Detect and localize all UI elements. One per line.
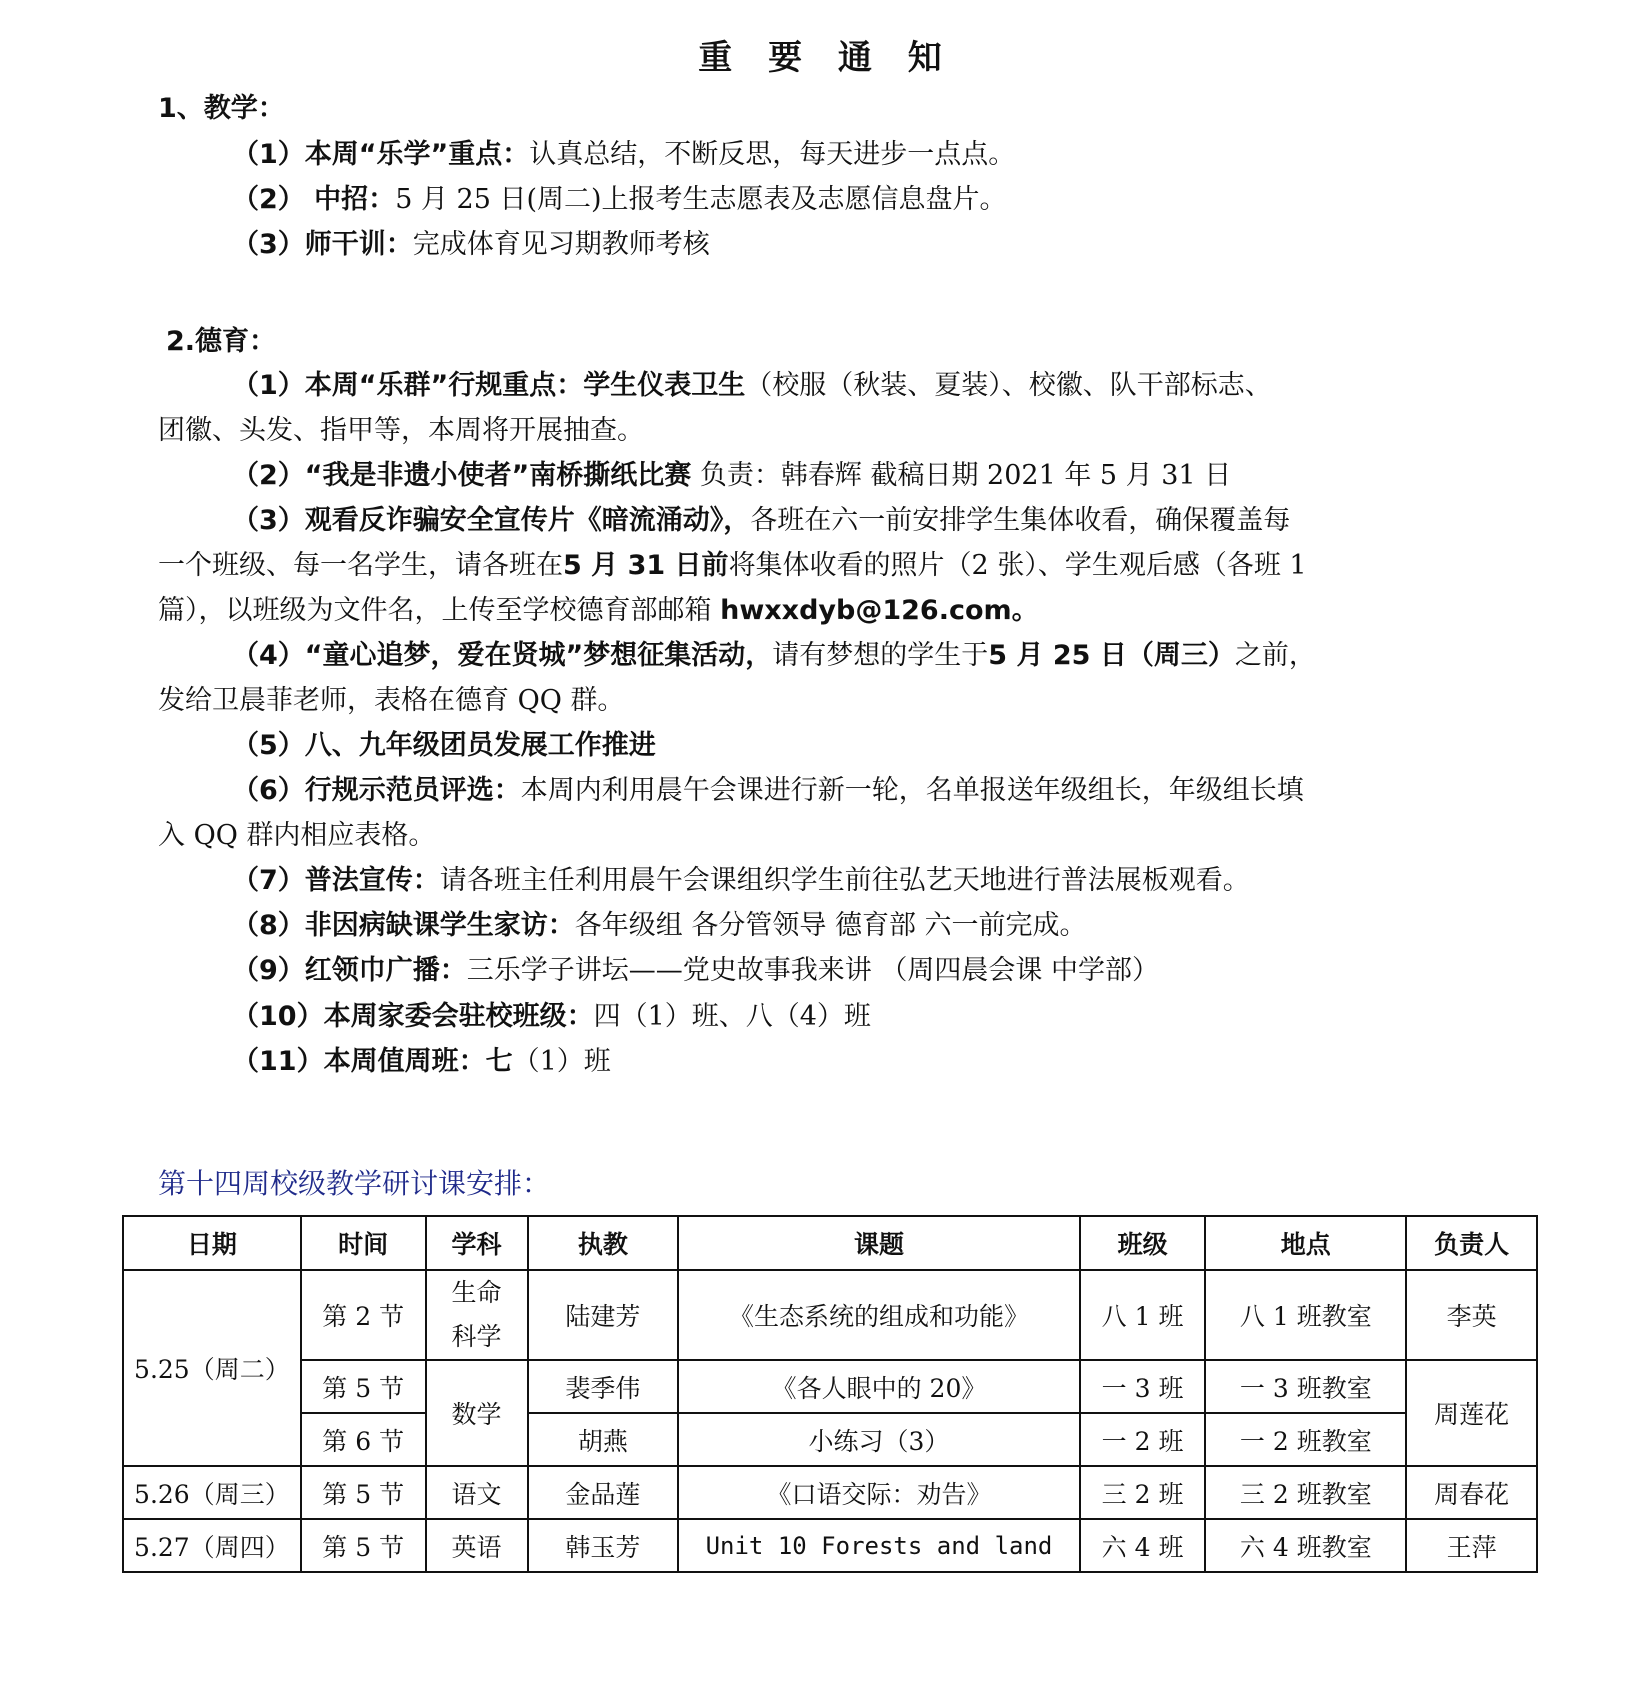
schedule-caption: 第十四周校级教学研讨课安排： xyxy=(158,1167,551,1200)
moral-item-1-cont: 团徽、头发、指甲等，本周将开展抽查。 xyxy=(158,415,644,446)
cell-teacher: 韩玉芳 xyxy=(528,1519,679,1572)
moral-item-9-text: 三乐学子讲坛——党史故事我来讲 （周四晨会课 中学部） xyxy=(466,955,1159,986)
cell-subject: 语文 xyxy=(426,1466,528,1519)
teaching-item-2 xyxy=(232,183,1007,217)
moral-item-11-text: （1）班 xyxy=(512,1046,611,1077)
table-row xyxy=(123,1466,1537,1519)
cell-topic: 小练习（3） xyxy=(678,1413,1079,1466)
cell-subject: 生命科学 xyxy=(426,1270,528,1360)
moral-item-5-label: （5）八、九年级团员发展工作推进 xyxy=(232,730,656,761)
cell-date: 5.26（周三） xyxy=(123,1466,301,1519)
cell-time: 第 2 节 xyxy=(301,1270,426,1360)
table-row xyxy=(123,1360,1537,1413)
cell-class: 一 2 班 xyxy=(1080,1413,1206,1466)
moral-item-2-label: （2）“我是非遗小使者”南桥撕纸比赛 xyxy=(232,460,692,491)
cell-lead: 周春花 xyxy=(1406,1466,1537,1519)
moral-item-11-label: （11）本周值周班：七 xyxy=(232,1046,513,1077)
moral-item-3 xyxy=(232,504,1290,538)
moral-item-10-label: （10）本周家委会驻校班级： xyxy=(232,1001,594,1032)
teaching-item-3 xyxy=(232,228,710,262)
cell-subject: 英语 xyxy=(426,1519,528,1572)
cell-time: 第 5 节 xyxy=(301,1519,426,1572)
moral-item-3-line2-b: 将集体收看的照片（2 张）、学生观后感（各班 1 xyxy=(728,550,1307,581)
moral-item-6 xyxy=(232,774,1304,808)
cell-class: 八 1 班 xyxy=(1080,1270,1206,1360)
teaching-item-1 xyxy=(232,138,1015,172)
cell-teacher: 陆建芳 xyxy=(528,1270,679,1360)
moral-item-7-label: （7）普法宣传： xyxy=(232,865,440,896)
table-header-row xyxy=(123,1216,1537,1270)
teaching-item-2-label: （2） 中招： xyxy=(232,184,396,215)
moral-item-10-text: 四（1）班、八（4）班 xyxy=(593,1001,871,1032)
moral-item-1-label: （1）本周“乐群”行规重点：学生仪表卫生 xyxy=(232,370,746,401)
header-place: 地点 xyxy=(1205,1216,1406,1270)
moral-item-4-date: 5 月 25 日（周三） xyxy=(988,640,1235,671)
teaching-item-1-text: 认真总结，不断反思，每天进步一点点。 xyxy=(529,139,1016,170)
teaching-item-1-label: （1）本周“乐学”重点： xyxy=(232,139,530,170)
header-time: 时间 xyxy=(301,1216,426,1270)
moral-item-2-text: 负责：韩春辉 截稿日期 2021 年 5 月 31 日 xyxy=(691,460,1232,491)
cell-time: 第 5 节 xyxy=(301,1360,426,1413)
moral-item-9 xyxy=(232,954,1159,988)
moral-item-6-cont: 入 QQ 群内相应表格。 xyxy=(158,820,436,851)
cell-lead: 王萍 xyxy=(1406,1519,1537,1572)
cell-place: 六 4 班教室 xyxy=(1205,1519,1406,1572)
moral-item-7 xyxy=(232,864,1250,898)
moral-item-3-line2-a: 一个班级、每一名学生，请各班在 xyxy=(158,550,563,581)
moral-item-1 xyxy=(232,369,1272,403)
moral-item-8-label: （8）非因病缺课学生家访： xyxy=(232,910,575,941)
cell-topic: Unit 10 Forests and land xyxy=(678,1519,1079,1572)
header-topic: 课题 xyxy=(678,1216,1079,1270)
table-row xyxy=(123,1270,1537,1360)
cell-subject: 数学 xyxy=(426,1360,528,1466)
cell-topic: 《各人眼中的 20》 xyxy=(678,1360,1079,1413)
moral-item-4-cont: 发给卫晨菲老师，表格在德育 QQ 群。 xyxy=(158,685,625,716)
cell-time: 第 5 节 xyxy=(301,1466,426,1519)
moral-item-1-text: （校服（秋装、夏装）、校徽、队干部标志、 xyxy=(745,370,1272,401)
cell-teacher: 金品莲 xyxy=(528,1466,679,1519)
moral-item-7-text: 请各班主任利用晨午会课组织学生前往弘艺天地进行普法展板观看。 xyxy=(439,865,1250,896)
cell-date: 5.25（周二） xyxy=(123,1270,301,1466)
header-lead: 负责人 xyxy=(1406,1216,1537,1270)
moral-item-6-label: （6）行规示范员评选： xyxy=(232,775,521,806)
moral-item-2 xyxy=(232,459,1231,493)
moral-item-3-text: 各班在六一前安排学生集体收看，确保覆盖每 xyxy=(750,505,1291,536)
header-subject: 学科 xyxy=(426,1216,528,1270)
table-row xyxy=(123,1413,1537,1466)
teaching-item-3-label: （3）师干训： xyxy=(232,229,413,260)
cell-class: 一 3 班 xyxy=(1080,1360,1206,1413)
moral-heading: 2.德育： xyxy=(166,326,277,357)
page-title: 重 要 通 知 xyxy=(698,38,954,78)
moral-item-3-deadline: 5 月 31 日前 xyxy=(563,550,729,581)
teaching-item-2-text: 5 月 25 日(周二)上报考生志愿表及志愿信息盘片。 xyxy=(395,184,1007,215)
moral-item-6-text: 本周内利用晨午会课进行新一轮，名单报送年级组长，年级组长填 xyxy=(520,775,1304,806)
moral-item-3-email: hwxxdyb@126.com。 xyxy=(720,595,1039,626)
cell-lead: 周莲花 xyxy=(1406,1360,1537,1466)
cell-place: 八 1 班教室 xyxy=(1205,1270,1406,1360)
cell-teacher: 裴季伟 xyxy=(528,1360,679,1413)
teaching-item-3-text: 完成体育见习期教师考核 xyxy=(412,229,710,260)
cell-lead: 李英 xyxy=(1406,1270,1537,1360)
cell-class: 六 4 班 xyxy=(1080,1519,1206,1572)
moral-item-8 xyxy=(232,909,1087,943)
cell-topic: 《生态系统的组成和功能》 xyxy=(678,1270,1079,1360)
moral-item-11 xyxy=(232,1045,611,1079)
moral-item-10 xyxy=(232,1000,871,1034)
moral-item-3-label: （3）观看反诈骗安全宣传片《暗流涌动》， xyxy=(232,505,751,536)
moral-item-4-text: 请有梦想的学生于 xyxy=(772,640,989,671)
cell-place: 三 2 班教室 xyxy=(1205,1466,1406,1519)
moral-item-9-label: （9）红领巾广播： xyxy=(232,955,467,986)
cell-place: 一 2 班教室 xyxy=(1205,1413,1406,1466)
table-row xyxy=(123,1519,1537,1572)
cell-place: 一 3 班教室 xyxy=(1205,1360,1406,1413)
header-class: 班级 xyxy=(1080,1216,1206,1270)
schedule-table xyxy=(122,1215,1538,1573)
moral-item-4-text2: 之前， xyxy=(1234,640,1316,671)
teaching-heading: 1、教学： xyxy=(158,93,285,124)
cell-topic: 《口语交际：劝告》 xyxy=(678,1466,1079,1519)
moral-item-3-line2 xyxy=(158,549,1307,583)
cell-teacher: 胡燕 xyxy=(528,1413,679,1466)
moral-item-8-text: 各年级组 各分管领导 德育部 六一前完成。 xyxy=(574,910,1087,941)
header-teacher: 执教 xyxy=(528,1216,679,1270)
moral-item-3-line3-a: 篇），以班级为文件名，上传至学校德育部邮箱 xyxy=(158,595,721,626)
cell-date: 5.27（周四） xyxy=(123,1519,301,1572)
header-date: 日期 xyxy=(123,1216,301,1270)
moral-item-5 xyxy=(232,729,656,763)
cell-class: 三 2 班 xyxy=(1080,1466,1206,1519)
cell-time: 第 6 节 xyxy=(301,1413,426,1466)
moral-item-3-line3 xyxy=(158,594,1039,628)
moral-item-4 xyxy=(232,639,1316,673)
moral-item-4-label: （4）“童心追梦，爱在贤城”梦想征集活动， xyxy=(232,640,773,671)
